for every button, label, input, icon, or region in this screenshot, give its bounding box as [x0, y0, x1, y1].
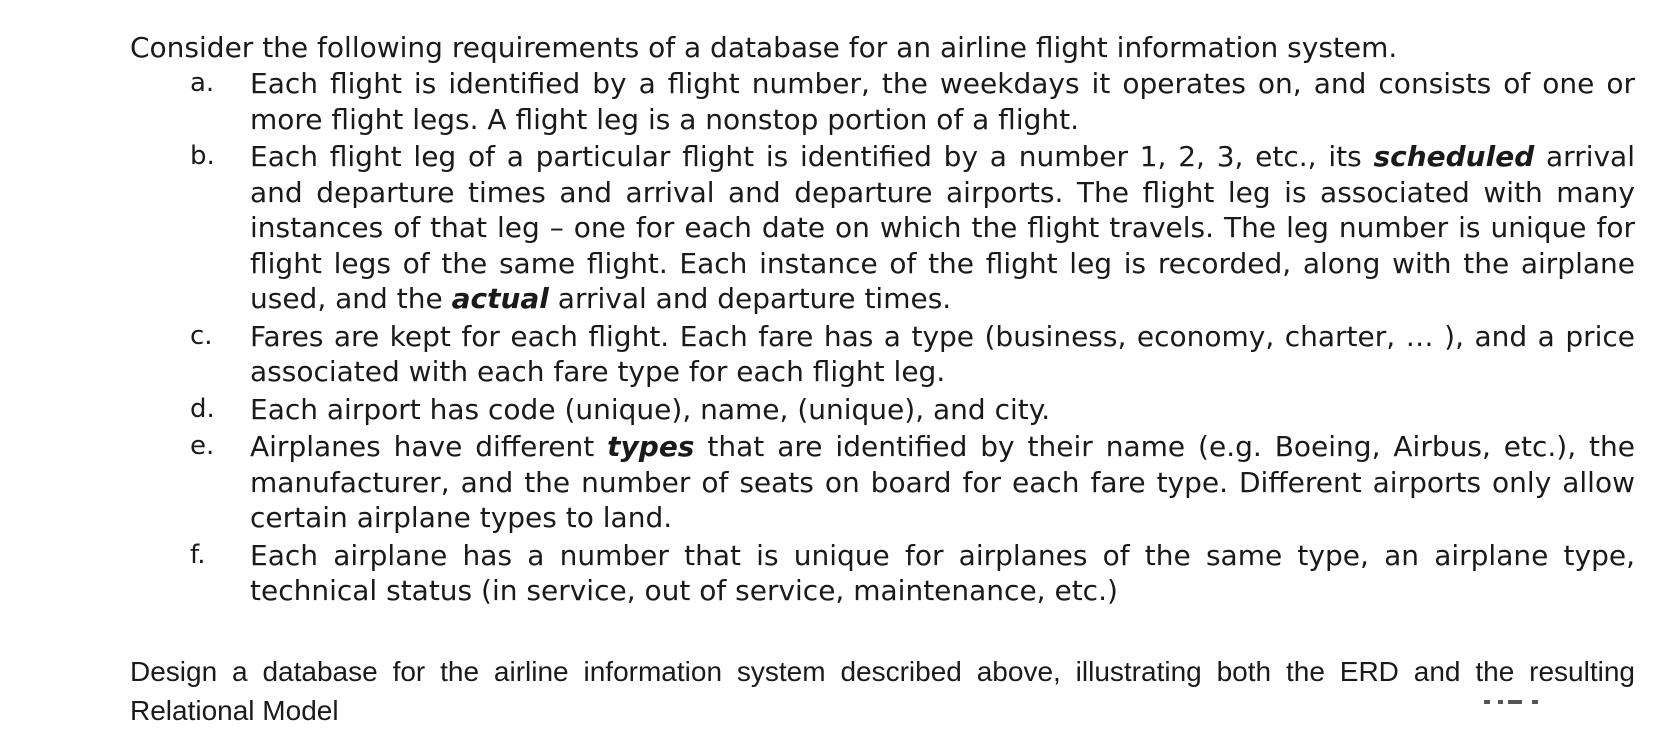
- list-marker: d.: [190, 393, 215, 424]
- list-marker: b.: [190, 141, 215, 171]
- requirement-text-part: arrival and departure times.: [548, 282, 952, 315]
- requirement-f: [0, 538, 1680, 609]
- requirement-text-part: arrival and departure times and arrival and departure airports. The flight leg is associated with many instances of that leg – one for each date on which the flight travels. The leg number is unique for flight legs of the same flight. Each instance of the flight leg is recorded, along with the airplane used, and the: [250, 140, 1635, 315]
- page-number-fragment-stroke: [1498, 700, 1503, 704]
- requirement-text-part: Fares are kept for each flight. Each fare has a type (business, economy, charter, … ), and a price associated with each fare type for each flight leg.: [250, 319, 1635, 388]
- requirement-text-part: Each airport has code (unique), name, (unique), and city.: [250, 392, 1051, 426]
- intro-paragraph: Consider the following requirements of a database for an airline flight information system.: [130, 31, 1398, 64]
- page-number-fragment-stroke: [1508, 700, 1522, 704]
- requirements-list: [0, 66, 1680, 611]
- requirement-a: [0, 66, 1680, 137]
- requirement-text-part: that are identified by their name (e.g. Boeing, Airbus, etc.), the manufacturer, and the number of seats on board for each fare type. Different airports only allow certain airplane types to land.: [250, 430, 1635, 534]
- requirement-text: [250, 139, 1635, 317]
- requirement-text: [250, 319, 1635, 390]
- requirement-text-part: Each flight leg of a particular flight is identified by a number 1, 2, 3, etc., its: [250, 140, 1374, 173]
- task-paragraph: Design a database for the airline information system described above, illustrating both the ERD and the resulting Relational Model: [130, 656, 1635, 726]
- emphasis-text: types: [607, 430, 695, 463]
- list-marker: f.: [190, 539, 206, 570]
- requirement-d: [0, 392, 1680, 428]
- page-number-fragment-stroke: [1484, 700, 1490, 704]
- requirement-c: [0, 319, 1680, 390]
- requirement-b: [0, 139, 1680, 317]
- requirement-text: [250, 66, 1635, 137]
- requirement-text: [250, 429, 1635, 536]
- list-marker: a.: [190, 68, 215, 98]
- page-number-fragment-stroke: [1532, 700, 1538, 704]
- page-number-fragment: [1482, 700, 1552, 706]
- emphasis-text: scheduled: [1373, 140, 1535, 173]
- requirement-text: [250, 538, 1635, 609]
- list-marker: e.: [190, 431, 215, 461]
- requirement-text-part: Airplanes have different: [250, 430, 608, 463]
- requirement-text: [250, 392, 1635, 428]
- requirement-e: [0, 429, 1680, 536]
- requirement-text-part: Each flight is identified by a flight number, the weekdays it operates on, and consists of one or more flight legs. A flight leg is a nonstop portion of a flight.: [250, 67, 1635, 136]
- emphasis-text: actual: [451, 282, 549, 315]
- list-marker: c.: [190, 320, 213, 351]
- requirement-text-part: Each airplane has a number that is unique for airplanes of the same type, an airplane type, technical status (in service, out of service, maintenance, etc.): [250, 538, 1635, 607]
